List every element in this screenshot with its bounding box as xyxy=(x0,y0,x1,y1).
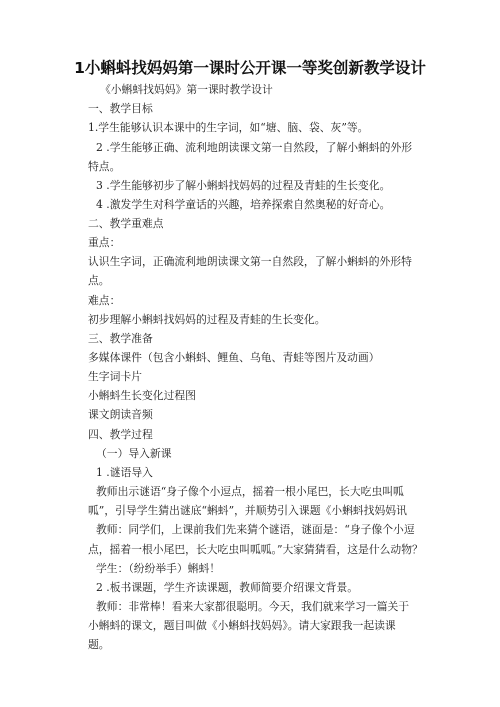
step-1-2: 2 .板书课题，学生齐读课题，教师简要介绍课文背景。 xyxy=(96,581,359,594)
paragraph-3: 学生：（纷纷举手）蝌蚪！ xyxy=(96,562,221,575)
paragraph-4-line-1: 教师：非常棒！看来大家都很聪明。今天，我们就来学习一篇关于 xyxy=(96,600,410,613)
key-text-line-1: 认识生字词，正确流利地朗读课文第一自然段，了解小蝌蚪的外形特 xyxy=(88,255,412,268)
objective-2-line-2: 特点。 xyxy=(88,160,121,173)
difficulty-label: 难点： xyxy=(88,294,121,307)
paragraph-2-line-2: 点，摇着一根小尾巴，长大吃虫叫呱呱。”大家猜猜看，这是什么动物？ xyxy=(88,543,423,556)
section-heading-key-points: 二、教学重难点 xyxy=(88,217,164,230)
key-label: 重点： xyxy=(88,236,121,249)
objective-3: 3 .学生能够初步了解小蝌蚪找妈妈的过程及青蛙的生长变化。 xyxy=(96,179,391,192)
objective-1: 1.学生能够认识本课中的生字词，如“塘、脑、袋、灰”等。 xyxy=(88,121,369,134)
step-1-1: 1 .谜语导入 xyxy=(96,466,153,479)
section-heading-process: 四、教学过程 xyxy=(88,428,153,441)
paragraph-4-line-3: 题。 xyxy=(88,638,110,651)
prep-item-3: 小蝌蚪生长变化过程图 xyxy=(88,389,196,402)
step-heading-intro: （一）导入新课 xyxy=(96,447,172,460)
paragraph-2-line-1: 教师：同学们，上课前我们先来猜个谜语，谜面是：“身子像个小逗 xyxy=(96,523,415,536)
section-heading-objectives: 一、教学目标 xyxy=(88,102,153,115)
key-text-line-2: 点。 xyxy=(88,274,110,287)
prep-item-4: 课文朗读音频 xyxy=(88,408,153,421)
difficulty-text: 初步理解小蝌蚪找妈妈的过程及青蛙的生长变化。 xyxy=(88,313,326,326)
prep-item-2: 生字词卡片 xyxy=(88,370,142,383)
paragraph-1-line-1: 教师出示谜语“身子像个小逗点，摇着一根小尾巴，长大吃虫叫呱 xyxy=(96,485,404,498)
paragraph-4-line-2: 小蝌蚪的课文，题目叫做《小蝌蚪找妈妈》。请大家跟我一起读课 xyxy=(88,619,396,632)
objective-2-line-1: 2 .学生能够正确、流利地朗读课文第一自然段，了解小蝌蚪的外形 xyxy=(96,141,413,154)
paragraph-1-line-2: 呱”，引导学生猜出谜底“蝌蚪”，并顺势引入课题《小蝌蚪找妈妈讯 xyxy=(88,504,407,517)
objective-4: 4 .激发学生对科学童话的兴趣，培养探索自然奥秘的好奇心。 xyxy=(96,198,391,211)
section-heading-preparation: 三、教学准备 xyxy=(88,332,153,345)
prep-item-1: 多媒体课件（包含小蝌蚪、鲤鱼、乌龟、青蛙等图片及动画） xyxy=(88,351,380,364)
document-title: 1小蝌蚪找妈妈第一课时公开课一等奖创新教学设计 xyxy=(74,59,426,77)
document-subtitle: 《小蝌蚪找妈妈》第一课时教学设计 xyxy=(100,83,273,96)
